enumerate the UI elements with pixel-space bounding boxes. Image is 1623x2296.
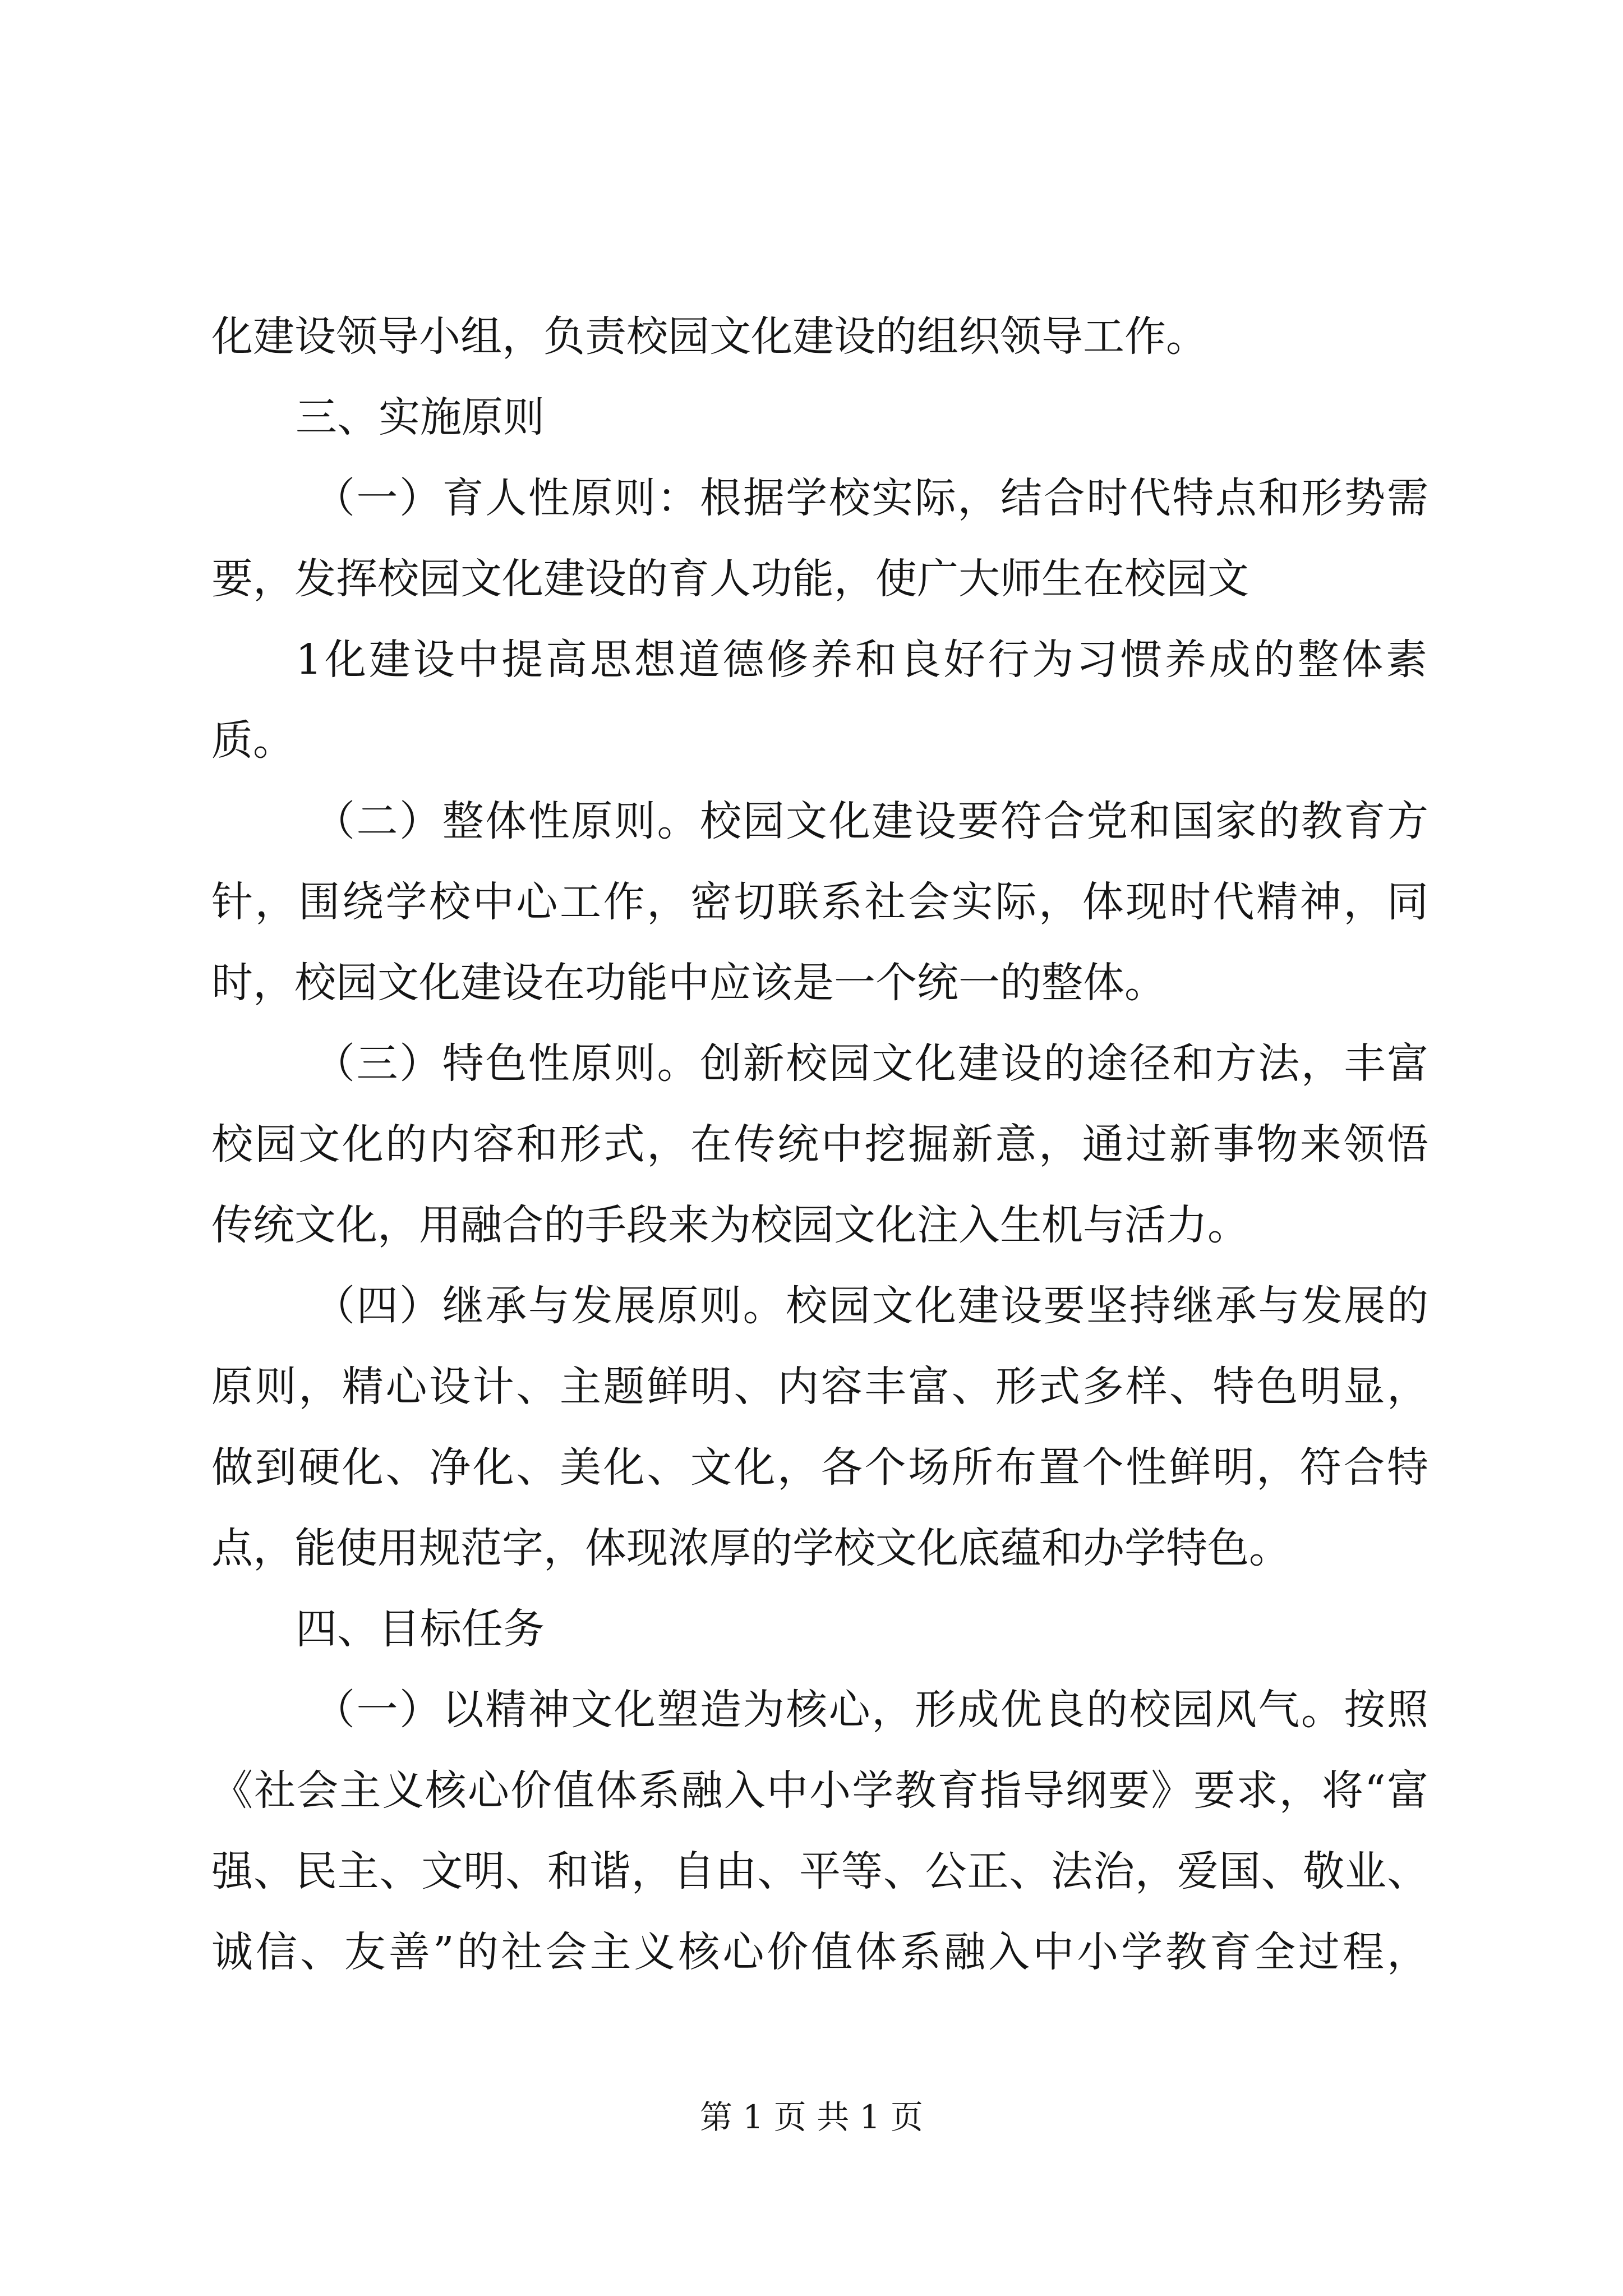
body-line: （四）继承与发展原则。校园文化建设要坚持继承与发展的 (313, 1282, 1428, 1330)
body-line: 《社会主义核心价值体系融入中小学教育指导纲要》要求，将“富 (211, 1766, 1428, 1815)
body-line: （二）整体性原则。校园文化建设要符合党和国家的教育方 (313, 797, 1428, 845)
body-line: 质。 (211, 716, 294, 765)
body-line: （三）特色性原则。创新校园文化建设的途径和方法，丰富 (313, 1039, 1428, 1088)
body-line: 原则，精心设计、主题鲜明、内容丰富、形式多样、特色明显， (211, 1363, 1428, 1411)
body-line: 点，能使用规范字，体现浓厚的学校文化底蕴和办学特色。 (211, 1524, 1290, 1572)
body-line: 针，围绕学校中心工作，密切联系社会实际，体现时代精神，同 (211, 878, 1428, 926)
body-line: 传统文化，用融合的手段来为校园文化注入生机与活力。 (211, 1201, 1249, 1249)
body-line: （一）育人性原则：根据学校实际，结合时代特点和形势需 (313, 474, 1428, 522)
page-number-footer: 第 1 页 共 1 页 (700, 2098, 923, 2136)
body-line: 要，发挥校园文化建设的育人功能，使广大师生在校园文 (211, 555, 1249, 603)
body-line: 强、民主、文明、和谐，自由、平等、公正、法治，爱国、敬业、 (211, 1847, 1428, 1895)
body-line: 时，校园文化建设在功能中应该是一个统一的整体。 (211, 959, 1166, 1007)
body-line: 化建设领导小组，负责校园文化建设的组织领导工作。 (211, 312, 1207, 361)
body-line: 诚信、友善”的社会主义核心价值体系融入中小学教育全过程， (211, 1928, 1428, 1976)
section-heading: 四、目标任务 (296, 1605, 545, 1653)
body-line: （一）以精神文化塑造为核心，形成优良的校园风气。按照 (313, 1686, 1428, 1734)
body-line: 校园文化的内容和形式，在传统中挖掘新意，通过新事物来领悟 (211, 1120, 1428, 1168)
section-heading: 三、实施原则 (296, 393, 545, 441)
body-line: 1化建设中提高思想道德修养和良好行为习惯养成的整体素 (296, 636, 1427, 684)
body-line: 做到硬化、净化、美化、文化，各个场所布置个性鲜明，符合特 (211, 1443, 1428, 1492)
